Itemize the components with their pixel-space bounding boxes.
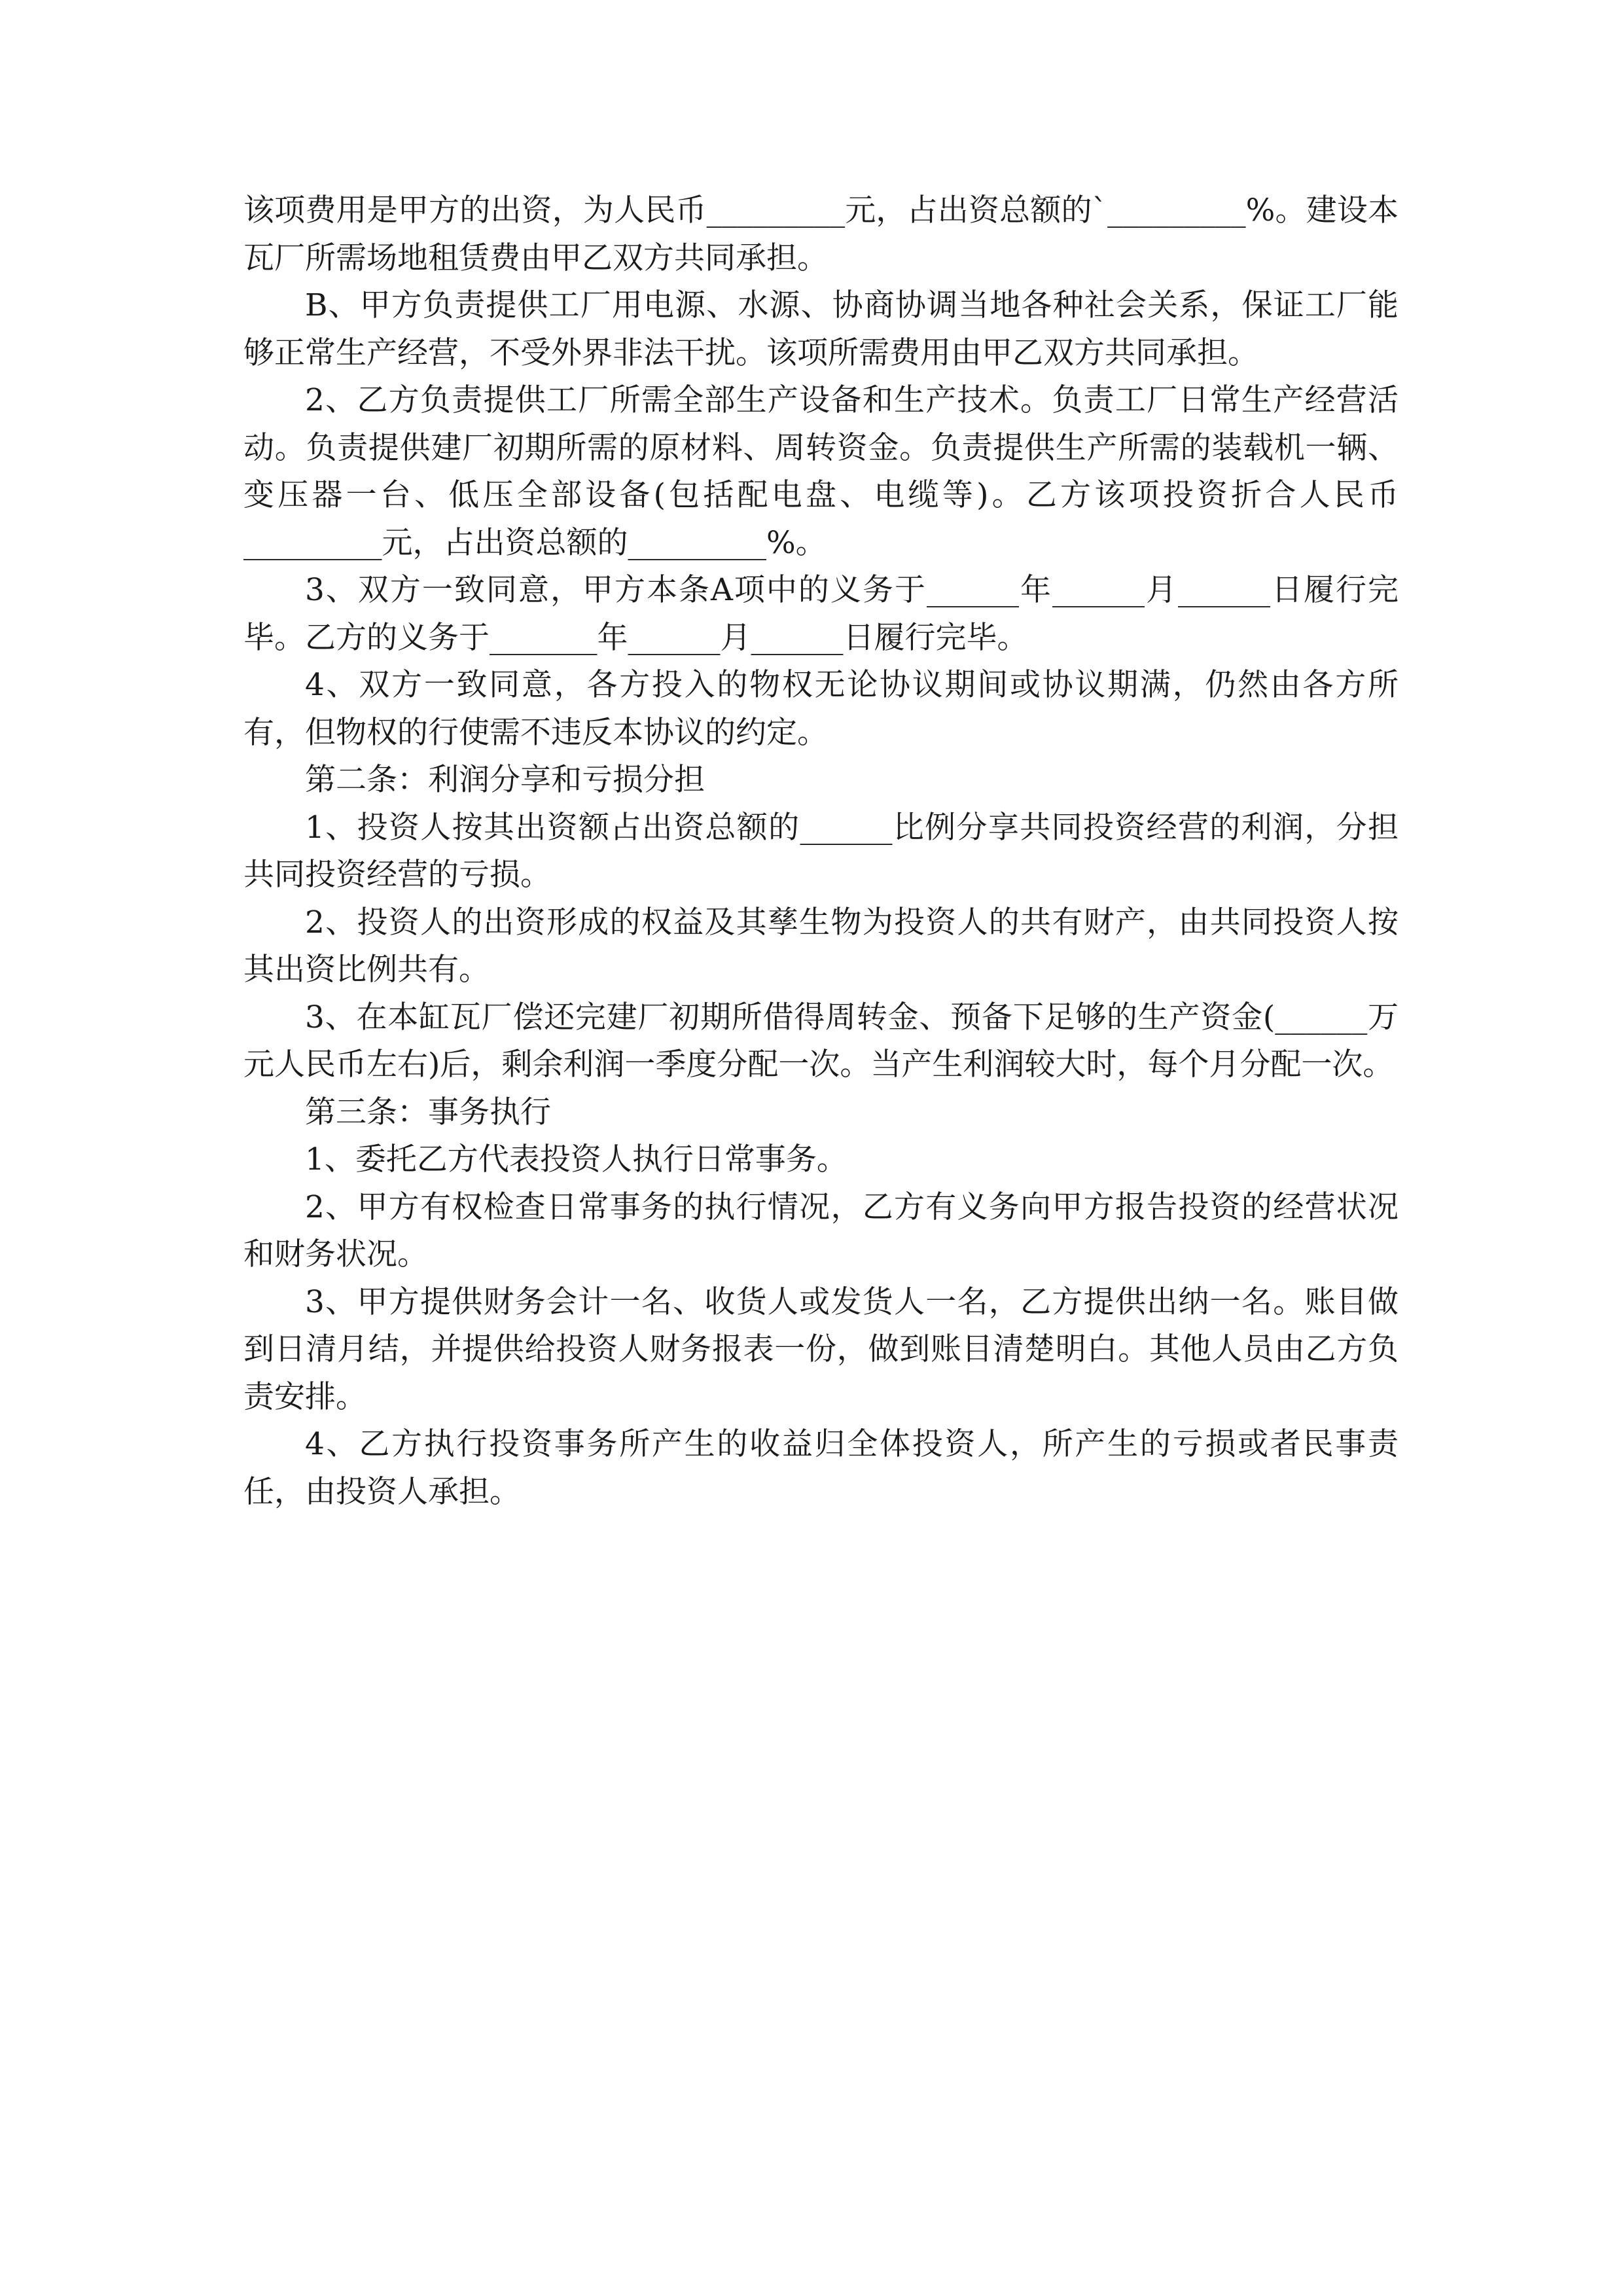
paragraph: 2、乙方负责提供工厂所需全部生产设备和生产技术。负责工厂日常生产经营活动。负责提供建厂初期所需的原材料、周转资金。负责提供生产所需的装载机一辆、变压器一台、低压全部设备(包括配电盘、电缆等)。乙方该项投资折合人民币_________元，占出资总额的_________%。 xyxy=(243,382,1399,561)
paragraph: 4、乙方执行投资事务所产生的收益归全体投资人，所产生的亏损或者民事责任，由投资人承担。 xyxy=(243,1426,1399,1510)
paragraph: 3、在本缸瓦厂偿还完建厂初期所借得周转金、预备下足够的生产资金(______万元人民币左右)后，剩余利润一季度分配一次。当产生利润较大时，每个月分配一次。 xyxy=(243,999,1399,1083)
paragraph: 2、投资人的出资形成的权益及其孳生物为投资人的共有财产，由共同投资人按其出资比例共有。 xyxy=(243,904,1399,988)
paragraph: 1、投资人按其出资额占出资总额的______比例分享共同投资经营的利润，分担共同投资经营的亏损。 xyxy=(243,809,1399,893)
section-heading: 第三条：事务执行 xyxy=(305,1094,551,1130)
paragraph: 4、双方一致同意，各方投入的物权无论协议期间或协议期满，仍然由各方所有，但物权的行使需不违反本协议的约定。 xyxy=(243,667,1399,751)
paragraph: 3、双方一致同意，甲方本条A项中的义务于______年______月______日履行完毕。乙方的义务于_______年______月______日履行完毕。 xyxy=(243,572,1399,656)
paragraph: 该项费用是甲方的出资，为人民币_________元，占出资总额的`_________%。建设本瓦厂所需场地租赁费由甲乙双方共同承担。 xyxy=(243,192,1399,276)
paragraph: B、甲方负责提供工厂用电源、水源、协商协调当地各种社会关系，保证工厂能够正常生产经营，不受外界非法干扰。该项所需费用由甲乙双方共同承担。 xyxy=(243,287,1399,371)
paragraph: 2、甲方有权检查日常事务的执行情况，乙方有义务向甲方报告投资的经营状况和财务状况。 xyxy=(243,1189,1399,1272)
paragraph: 1、委托乙方代表投资人执行日常事务。 xyxy=(305,1141,847,1177)
section-heading: 第二条：利润分享和亏损分担 xyxy=(305,762,705,798)
paragraph: 3、甲方提供财务会计一名、收货人或发货人一名，乙方提供出纳一名。账目做到日清月结，并提供给投资人财务报表一份，做到账目清楚明白。其他人员由乙方负责安排。 xyxy=(243,1283,1399,1415)
document-body xyxy=(243,187,1399,1516)
